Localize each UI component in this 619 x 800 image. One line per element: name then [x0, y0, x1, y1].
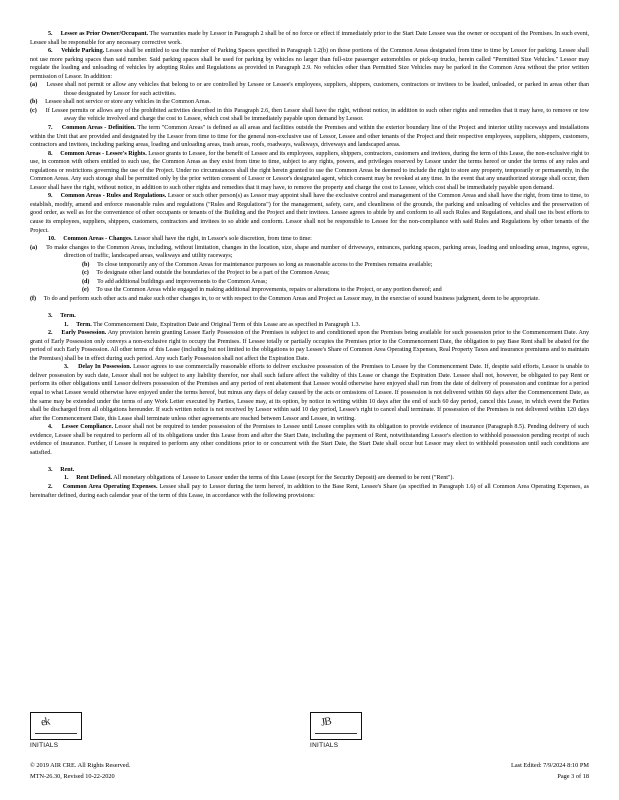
paragraph-number: 8. [48, 150, 53, 157]
paragraph-text: If Lessee permits or allows any of the prohibited activities described in this Paragraph 2.6, then Lessor shall have the right, without notice, in addition to such other rights and remedies that it may have, to remove or tow away the vehicle involved and charge the cost to Lessee, which cost shall be immediately payable upon demand by Lessor. [45, 107, 589, 123]
document-paragraph [30, 244, 589, 261]
initials-signature-box-lessor[interactable] [30, 712, 82, 740]
document-paragraph [30, 286, 589, 295]
paragraph-number: (c) [82, 270, 89, 277]
initials-block-lessor [30, 712, 84, 749]
initials-label-lessee: INITIALS [310, 742, 339, 749]
paragraph-label: Term. [76, 321, 92, 328]
paragraph-label: Vehicle Parking. [61, 48, 105, 55]
footer-row-bottom [30, 773, 589, 784]
initials-row [30, 712, 589, 756]
paragraph-text: Lessor agrees to use commercially reasonable efforts to deliver exclusive possession of the Premises to Lessee by the Commencement Date. If, despite said efforts, Lessor is unable to deliver possession by such date, Lessor shall not be subject to any liability therefor, nor shall such failure affect the validity of this Lease or change the Expiration Date. Lessee shall not, however, be obligated to pay Rent or perform its other obligations until Lessor delivers possession of the Premises and any period of rent abatement that Lessee would otherwise have enjoyed shall run from the date of delivery of possession and continue for a period equal to what Lessee would otherwise have enjoyed under the terms hereof, but minus any days of delay caused by the acts or omissions of Lessee. If possession is not delivered within 60 days after the Commencement Date, as the same may be extended under the terms of any Work Letter executed by Parties, Lessee may, at its option, by notice in writing within 10 days after the end of such 60 day period, cancel this Lease, in which event the Parties shall be discharged from all obligations hereunder. If such written notice is not received by Lessor within said 10 day period, Lessee's right to cancel shall terminate. If possession of the Premises is not delivered within 120 days after the Commencement Date, this Lease shall terminate unless other agreements are reached between Lessor and Lessee, in writing. [30, 364, 590, 422]
paragraph-text: The term "Common Areas" is defined as all areas and facilities outside the Premises and within the exterior boundary line of the Project and interior utility raceways and installations within the Unit that are provided and designated by the Lessor from time to time for the general non-exclusive use of Lessor, Lessee and other tenants of the Project and their respective employees, suppliers, shippers, customers, contractors and invitees, including parking areas, loading and unloading areas, trash areas, roofs, roadways, walkways, driveways and landscaped areas. [30, 125, 589, 149]
initials-handwriting-lessee: JB [320, 715, 332, 729]
paragraph-label: Early Possession. [61, 330, 107, 337]
paragraph-number: 3. [64, 364, 69, 371]
footer-form-id: MTN-26.30, Revised 10-22-2020 [30, 773, 115, 780]
paragraph-number: (e) [82, 287, 89, 294]
paragraph-label: Common Areas - Rules and Regulations. [60, 193, 167, 200]
paragraph-text: Lessee shall not permit or allow any vehicles that belong to or are controlled by Lessee or Lessee's employees, suppliers, shippers, customers, contractors or invitees to be loaded, unloaded, or parked in areas other than those designated by Lessor for such activities. [46, 82, 589, 97]
document-paragraph [30, 423, 589, 457]
paragraph-number: 3. [48, 466, 53, 473]
paragraph-text: Lessor or such other person(s) as Lessor may appoint shall have the exclusive control and management of the Common Areas and shall have the right, from time to time, to establish, modify, amend and enforce reasonable rules and regulations ("Rules and Regulations") for the management, safety, care, and cleanliness of the grounds, the parking and unloading of vehicles and the preservation of good order, as well as for the convenience of other occupants or tenants of the Building and the Project and their invitees. Lessee agrees to abide by and conform to all such Rules and Regulations, and shall use its best efforts to cause its employees, suppliers, shippers, customers, contractors and invitees to so abide and conform. Lessor shall not be responsible to Lessee for the non-compliance with said Rules and Regulations by other tenants of the Project. [30, 193, 590, 234]
document-paragraph [30, 150, 589, 193]
paragraph-number: 9. [48, 193, 53, 200]
paragraph-number: (a) [30, 82, 38, 89]
paragraph-text: Lessee shall pay to Lessor during the term hereof, in addition to the Base Rent, Lessee's Share (as specified in Paragraph 1.6) of all Common Area Operating Expenses, as hereinafter defined, during each calendar year of the term of this Lease, in accordance with the following provisions: [30, 483, 590, 499]
paragraph-number: 2. [48, 330, 53, 337]
paragraph-number: (a) [30, 244, 38, 251]
footer-last-edited: Last Edited: 7/9/2024 8:10 PM [510, 762, 589, 769]
paragraph-text: To designate other land outside the boundaries of the Project to be a part of the Common Areas; [96, 270, 330, 277]
paragraph-spacer [30, 304, 589, 313]
paragraph-number: 1. [64, 321, 69, 328]
paragraph-label: Rent Defined. [76, 475, 113, 482]
paragraph-number: 6. [48, 48, 53, 55]
document-paragraph [30, 295, 589, 304]
paragraph-label: Delay In Possession. [78, 364, 132, 371]
paragraph-number: (f) [30, 295, 37, 302]
document-paragraph [30, 278, 589, 287]
paragraph-label: Common Areas - Definition. [61, 125, 136, 132]
paragraph-number: 10. [48, 236, 56, 243]
document-paragraph [30, 192, 589, 235]
paragraph-label: Term. [60, 313, 76, 320]
footer-copyright: © 2019 AIR CRE. All Rights Reserved. [30, 762, 131, 769]
initials-block-lessee [310, 712, 364, 749]
paragraph-number: 5. [48, 31, 53, 37]
document-paragraph [30, 124, 589, 150]
paragraph-label: Common Area Operating Expenses. [62, 483, 158, 490]
document-paragraph [30, 466, 589, 475]
paragraph-number: (b) [30, 99, 38, 106]
paragraph-text: Any provision herein granting Lessee Early Possession of the Premises is subject to and conditioned upon the Premises being available for such possession prior to the Commencement Date. Any grant of Early Possession only conveys a non-exclusive right to occupy the Premises. If Lessee totally or partially occupies the Premises prior to the Commencement Date, the obligation to pay Base Rent shall be abated for the period of such Early Possession. All other terms of this Lease (including but not limited to the obligations to pay Lessee's Share of Common Area Operating Expenses, Real Property Taxes and insurance premiums and to maintain the Premises) shall be in effect during such period. Any such Early Possession shall not affect the Expiration Date. [30, 330, 589, 362]
paragraph-text: Lessor shall not be required to tender possession of the Premises to Lessee until Lessee complies with its obligation to provide evidence of insurance (Paragraph 8.5). Pending delivery of such evidence, Lessee shall be required to perform all of its obligations under this Lease from and after the Start Date, including the payment of Rent, notwithstanding Lessor's election to withhold possession pending receipt of such evidence of insurance. Further, if Lessee is required to perform any other conditions prior to or concurrent with the Start Date, the Start Date shall occur but Lessor may elect to withhold possession until such conditions are satisfied. [30, 424, 589, 456]
paragraph-text: The Commencement Date, Expiration Date and Original Term of this Lease are as specified in Paragraph 1.3. [91, 321, 361, 328]
paragraph-number: 1. [64, 475, 69, 482]
paragraph-label: Lessee as Prior Owner/Occupant. [60, 31, 149, 37]
paragraph-text: Lessor shall have the right, in Lessor's sole discretion, from time to time: [132, 236, 312, 243]
paragraph-text: The warranties made by Lessor in Paragraph 2 shall be of no force or effect if immediately prior to the Start Date Lessee was the owner or occupant of the Premises. In such event, Lessee shall be responsible for any necessary corrective work. [30, 31, 589, 46]
document-paragraph [30, 81, 589, 98]
document-paragraph [30, 474, 589, 483]
document-paragraph [30, 329, 589, 363]
initials-underline-lessee [315, 733, 357, 734]
page-footer [30, 762, 589, 784]
paragraph-label: Common Areas - Changes. [63, 236, 133, 243]
paragraph-spacer [30, 457, 589, 466]
initials-signature-box-lessee[interactable] [310, 712, 362, 740]
paragraph-text: To make changes to the Common Areas, including, without limitation, changes in the location, size, shape and number of driveways, entrances, parking spaces, parking areas, loading and unloading areas, ingress, egress, direction of traffic, landscaped areas, walkways and utility raceways; [46, 244, 589, 260]
initials-handwriting-lessor: ek [40, 715, 51, 729]
document-paragraph [30, 98, 589, 107]
document-paragraph [30, 483, 589, 500]
paragraph-text: All monetary obligations of Lessee to Lessor under the terms of this Lease (except for the Security Deposit) are deemed to be rent ("Rent"). [112, 475, 454, 482]
paragraph-text: Lessee shall be entitled to use the number of Parking Spaces specified in Paragraph 1.2(b) on those portions of the Common Areas designated from time to time by Lessor for parking. Lessee shall not use more parking spaces than said number. Said parking spaces shall be used for parking by vehicles no larger than full-size passenger automobiles or pick-up trucks, herein called "Permitted Size Vehicles." Lessor may regulate the loading and unloading of vehicles by adopting Rules and Regulations as provided in Paragraph 2.9. No vehicles other than Permitted Size Vehicles may be parked in the Common Area without the prior written permission of Lessor. In addition: [30, 48, 589, 80]
paragraph-text: Lessee shall not service or store any vehicles in the Common Areas. [45, 99, 211, 106]
document-paragraph [30, 47, 589, 81]
paragraph-number: (c) [30, 107, 37, 114]
paragraph-label: Rent. [60, 466, 75, 473]
paragraph-number: 3. [48, 313, 53, 320]
footer-row-top [30, 762, 589, 773]
paragraph-text: Lessor grants to Lessee, for the benefit of Lessee and its employees, suppliers, shippers, contractors, customers and invitees, during the term of this Lease, the non-exclusive right to use, in common with others entitled to such use, the Common Areas as they exist from time to time, subject to any rights, powers, and privileges reserved by Lessor under the terms hereof or under the terms of any rules and regulations or restrictions governing the use of the Project. Under no circumstances shall the right herein granted to use the Common Areas be deemed to include the right to store any property, temporarily or permanently, in the Common Areas. Any such storage shall be permitted only by the prior written consent of Lessor or Lessor's designated agent, which consent may be revoked at any time. In the event that any unauthorized storage shall occur, then Lessor shall have the right, without notice, in addition to such other rights and remedies that it may have, to remove the property and charge the cost to Lessee, which cost shall be immediately payable upon demand. [30, 150, 589, 191]
paragraph-text: To close temporarily any of the Common Areas for maintenance purposes so long as reasonable access to the Premises remains available; [97, 261, 433, 268]
paragraph-label: Lessee Compliance. [61, 424, 113, 431]
paragraph-text: To use the Common Areas while engaged in making additional improvements, repairs or alterations to the Project, or any portion thereof; and [96, 287, 442, 294]
paragraph-number: (b) [82, 261, 90, 268]
document-paragraph [30, 235, 589, 244]
document-paragraph [30, 107, 589, 124]
paragraph-number: 7. [48, 125, 53, 132]
document-paragraph [30, 261, 589, 270]
document-body [30, 30, 589, 500]
document-paragraph [30, 30, 589, 47]
paragraph-number: 2. [48, 483, 53, 490]
paragraph-text: To do and perform such other acts and make such other changes in, to or with respect to the Common Areas and Project as Lessor may, in the exercise of sound business judgment, deem to be appropriate. [43, 295, 540, 302]
paragraph-number: 4. [48, 424, 53, 431]
paragraph-text: To add additional buildings and improvements to the Common Areas; [97, 278, 268, 285]
footer-page-number: Page 3 of 18 [557, 773, 589, 780]
document-paragraph [30, 312, 589, 321]
initials-label-lessor: INITIALS [30, 742, 59, 749]
paragraph-label: Common Areas - Lessee's Rights. [60, 150, 147, 157]
document-paragraph [30, 363, 589, 423]
document-paragraph [30, 321, 589, 330]
paragraph-number: (d) [82, 278, 90, 285]
initials-underline-lessor [35, 733, 77, 734]
document-paragraph [30, 269, 589, 278]
